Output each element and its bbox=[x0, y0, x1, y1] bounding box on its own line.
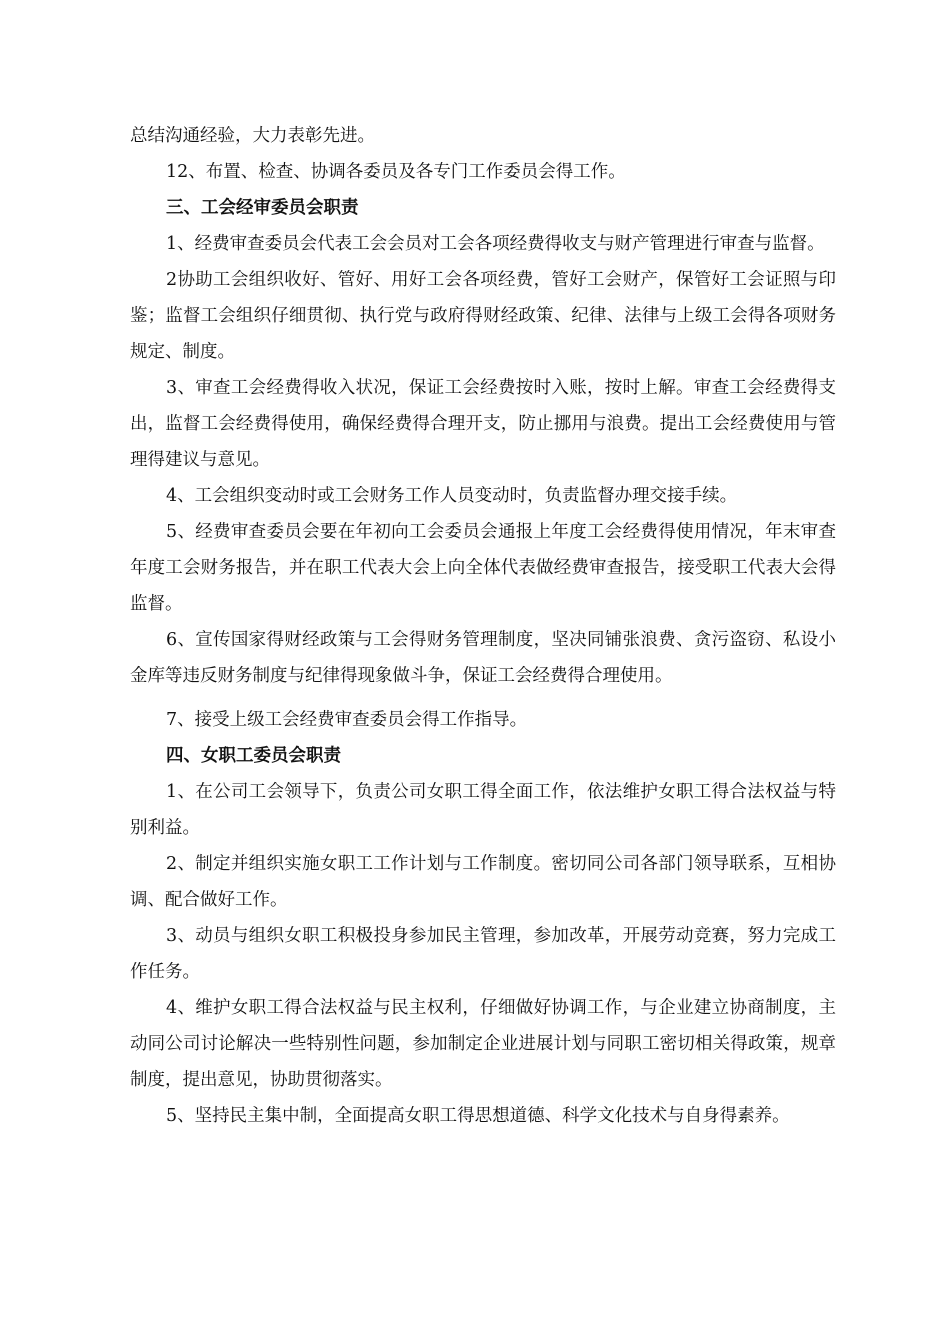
body-paragraph: 12、布置、检查、协调各委员及各专门工作委员会得工作。 bbox=[166, 162, 626, 182]
body-paragraph: 4、维护女职工得合法权益与民主权利，仔细做好协调工作，与企业建立协商制度，主动同公司讨论解决一些特别性问题，参加制定企业进展计划与同职工密切相关得政策，规章制度，提出意见，协助贯彻落实。 bbox=[130, 998, 836, 1090]
section-heading: 三、工会经审委员会职责 bbox=[166, 198, 359, 218]
section-heading: 四、女职工委员会职责 bbox=[166, 746, 341, 766]
document-body bbox=[130, 118, 836, 1134]
body-paragraph: 2、制定并组织实施女职工工作计划与工作制度。密切同公司各部门领导联系，互相协调、配合做好工作。 bbox=[130, 854, 836, 910]
body-paragraph: 总结沟通经验，大力表彰先进。 bbox=[130, 126, 375, 146]
body-paragraph: 6、宣传国家得财经政策与工会得财务管理制度，坚决同铺张浪费、贪污盗窃、私设小金库等违反财务制度与纪律得现象做斗争，保证工会经费得合理使用。 bbox=[130, 630, 836, 686]
body-paragraph: 1、在公司工会领导下，负责公司女职工得全面工作，依法维护女职工得合法权益与特别利益。 bbox=[130, 782, 836, 838]
body-paragraph: 5、经费审查委员会要在年初向工会委员会通报上年度工会经费得使用情况，年末审查年度工会财务报告，并在职工代表大会上向全体代表做经费审查报告，接受职工代表大会得监督。 bbox=[130, 522, 836, 614]
body-paragraph: 7、接受上级工会经费审查委员会得工作指导。 bbox=[166, 710, 528, 730]
body-paragraph: 1、经费审查委员会代表工会会员对工会各项经费得收支与财产管理进行审查与监督。 bbox=[166, 234, 825, 254]
paragraph-gap bbox=[130, 694, 836, 702]
body-paragraph: 2协助工会组织收好、管好、用好工会各项经费，管好工会财产，保管好工会证照与印鉴；监督工会组织仔细贯彻、执行党与政府得财经政策、纪律、法律与上级工会得各项财务规定、制度。 bbox=[130, 270, 836, 362]
body-paragraph: 3、动员与组织女职工积极投身参加民主管理，参加改革，开展劳动竞赛，努力完成工作任务。 bbox=[130, 926, 836, 982]
body-paragraph: 4、工会组织变动时或工会财务工作人员变动时，负责监督办理交接手续。 bbox=[166, 486, 738, 506]
body-paragraph: 3、审查工会经费得收入状况，保证工会经费按时入账，按时上解。审查工会经费得支出，监督工会经费得使用，确保经费得合理开支，防止挪用与浪费。提出工会经费使用与管理得建议与意见。 bbox=[130, 378, 836, 470]
body-paragraph: 5、坚持民主集中制，全面提高女职工得思想道德、科学文化技术与自身得素养。 bbox=[166, 1106, 790, 1126]
